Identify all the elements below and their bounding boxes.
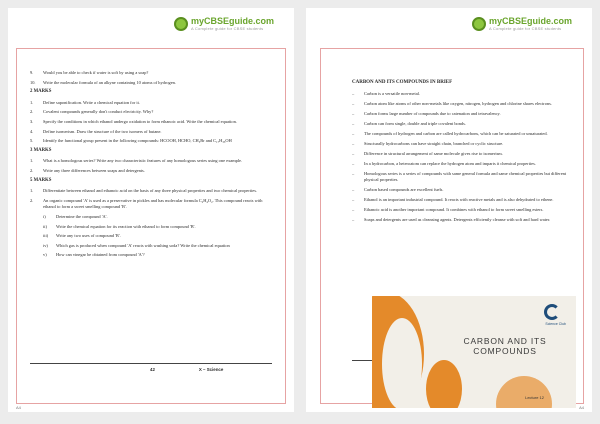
question-item: 2. Write any three differences between soaps and detergents.	[30, 167, 145, 173]
cover-title-line: CARBON AND ITS	[463, 336, 547, 346]
cover-brand: Science Club	[545, 322, 566, 326]
logo-tagline: A Complete guide for CBSE students	[190, 26, 264, 31]
question-item: 9. Would you be able to check if water is soft by using a soap?	[30, 70, 149, 75]
page-number: 42	[150, 367, 155, 372]
page-footer	[30, 363, 272, 372]
logo-icon	[472, 17, 486, 31]
sub-question-item: iv) Which gas is produced when compound 'A' reacts with washing soda? Write the chemical equation	[43, 242, 230, 248]
logo-name: myCBSEguide.com	[488, 16, 572, 26]
logo-icon	[174, 17, 188, 31]
question-item: 1. Differentiate between ethanol and ethanoic acid on the basis of any three physical properties and two chemical properties.	[30, 188, 258, 194]
decorative-shape	[382, 318, 422, 408]
sub-question-item: ii) Write the chemical equation for its reaction with ethanol to form compound 'B'.	[43, 223, 196, 229]
question-item: 2. An organic compound 'A' is used as a preservative in pickles and has molecular formula C₂H₄O₂. This compound reacts with ethanol to form a sweet smelling compound 'B'.	[30, 197, 263, 210]
question-item: 4. Define isomerism. Draw the structure of the two isomers of butane.	[30, 128, 162, 134]
summary-bullet: – Homologous series is a series of compounds with same general formula and same chemical properties but different physical properties.	[352, 170, 567, 183]
question-item: 1. What is a homologous series? Write any two characteristic features of any homologous series using one example.	[30, 158, 243, 164]
site-logo	[472, 14, 572, 34]
summary-bullet: – Structurally hydrocarbons can have straight chain, branched or cyclic structure.	[352, 140, 504, 146]
logo-tagline: A Complete guide for CBSE students	[488, 26, 562, 31]
question-item: 1. Define saponification. Write a chemical equation for it.	[30, 99, 140, 105]
chapter-cover-image	[372, 296, 576, 408]
left-page	[8, 8, 294, 412]
summary-bullet: – Difference in structural arrangement of same molecule gives rise to isomerism.	[352, 150, 503, 156]
emblem-icon	[544, 304, 560, 320]
question-item: 2. Covalent compounds generally don't conduct electricity. Why?	[30, 109, 154, 115]
summary-section	[352, 80, 570, 227]
sub-question-item: iii) Write any two uses of compound 'B'.	[43, 233, 121, 239]
summary-bullet: – Carbon forms large number of compounds due to catenation and tetravalency.	[352, 111, 501, 117]
footer-subject: X – Science	[198, 367, 224, 372]
section-heading: 3 MARKS	[30, 147, 52, 153]
summary-bullet: – Carbon is a versatile non-metal.	[352, 91, 420, 97]
question-list	[30, 70, 272, 262]
cover-footer: Lecture 12	[525, 395, 544, 400]
summary-bullet: – The compounds of hydrogen and carbon are called hydrocarbons, which can be saturated or unsaturated.	[352, 131, 548, 137]
summary-title: CARBON AND ITS COMPOUNDS IN BRIEF	[352, 80, 453, 85]
summary-bullet: – Carbon atom like atoms of other non-metals like oxygen, nitrogen, hydrogen and chlorine shares electrons.	[352, 101, 552, 107]
summary-bullet: – Ethanoic acid is another important compound. It combines with ethanol to form sweet smelling esters.	[352, 206, 544, 212]
corner-mark: A4	[579, 405, 584, 410]
divider	[352, 360, 372, 361]
summary-bullet: – Soaps and detergents are used as cleansing agents. Detergents efficiently cleanse with soft and hard water.	[352, 216, 551, 222]
right-page	[306, 8, 592, 412]
corner-mark: A4	[16, 405, 21, 410]
sub-question-item: i) Determine the compound 'A'.	[43, 213, 108, 219]
summary-bullet: – Carbon can form single, double and triple covalent bonds.	[352, 121, 466, 127]
question-item: 3. Specify the conditions in which ethanol undergo oxidation to form ethanoic acid. Write the chemical equation.	[30, 118, 237, 124]
decorative-shape	[426, 360, 462, 408]
section-heading: 2 MARKS	[30, 89, 52, 95]
question-item: 5. Identify the functional group present in the following compounds: HCOOH, HCHO, CH₃Br and C₁₇H₃₅OH	[30, 138, 232, 144]
summary-bullet: – In a hydrocarbon, a heteroatom can replace the hydrogen atom and imparts it chemical properties.	[352, 160, 536, 166]
summary-bullet: – Carbon based compounds are excellent fuels.	[352, 186, 444, 192]
section-heading: 5 MARKS	[30, 177, 52, 183]
summary-bullet: – Ethanol is an important industrial compound. It reacts with reactive metals and is also dehydrated to ethene.	[352, 196, 554, 202]
question-item: 10. Write the molecular formula of an alkyne containing 10 atoms of hydrogen.	[30, 79, 176, 85]
logo-name: myCBSEguide.com	[190, 16, 274, 26]
sub-question-item: v) How can vinegar be obtained from compound 'A'?	[43, 252, 145, 258]
decorative-shape	[496, 376, 552, 408]
cover-title-line: COMPOUNDS	[473, 346, 537, 356]
cover-title	[444, 336, 566, 356]
site-logo	[174, 14, 274, 34]
